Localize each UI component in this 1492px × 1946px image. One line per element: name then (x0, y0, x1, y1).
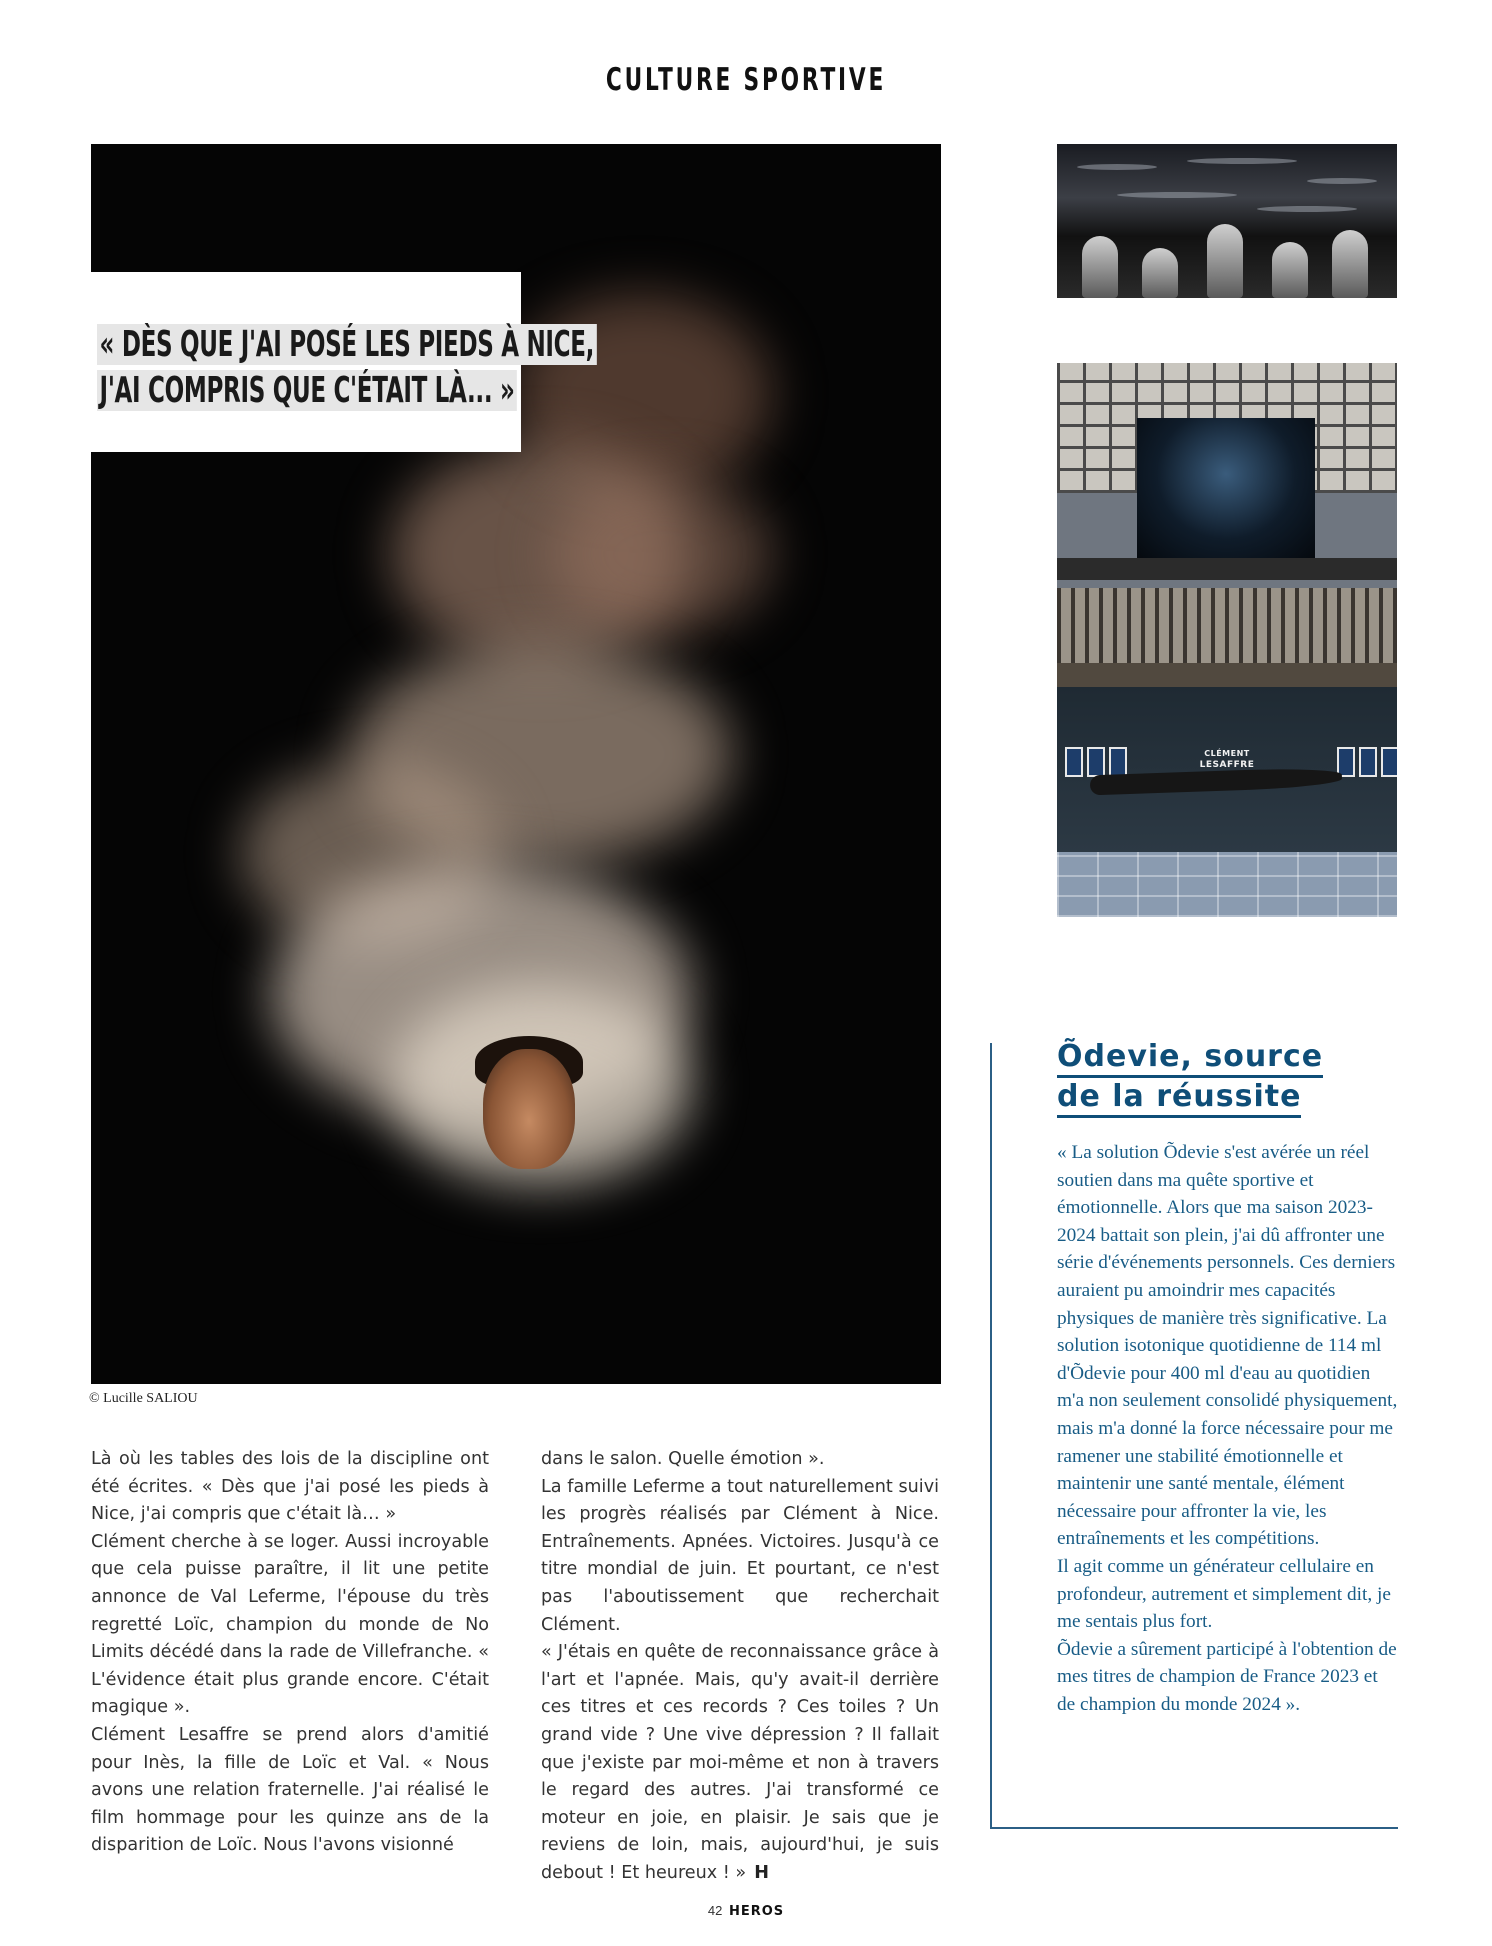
sculpture-photo (1057, 144, 1397, 298)
sidebar-title (1057, 1037, 1323, 1117)
article-paragraph: La famille Leferme a tout naturellement suivi les progrès réalisés par Clément à Nice. Entraînements. Apnées. Victoires. Jusqu'à ce titre mondial de juin. Et pourtant, ce n'est pas l'aboutissement que recherchait Clément. (541, 1476, 939, 1635)
sidebar-rule (990, 1043, 992, 1829)
magazine-logo: HEROS (728, 1904, 785, 1919)
sidebar-text (1057, 1139, 1399, 1718)
sidebar-rule-bottom (990, 1827, 1398, 1829)
diver-face (483, 1049, 575, 1169)
article-column-1 (91, 1446, 489, 1860)
pull-quote-line-1: « DÈS QUE J'AI POSÉ LES PIEDS À NICE, (97, 324, 597, 365)
article-paragraph: dans le salon. Quelle émotion ». (541, 1449, 825, 1469)
pull-quote-line-2: J'AI COMPRIS QUE C'ÉTAIT LÀ... » (97, 370, 517, 411)
section-title: CULTURE SPORTIVE (605, 62, 887, 98)
wall-name-first: CLÉMENT (1204, 749, 1250, 758)
page-number: 42 (707, 1903, 723, 1918)
pull-quote (91, 272, 595, 452)
sidebar-paragraph: Il agit comme un générateur cellulaire en profondeur, autrement et simplement dit, je me sentais plus fort. (1057, 1555, 1391, 1633)
sidebar-title-line-2: de la réussite (1057, 1079, 1301, 1118)
sidebar-paragraph: « La solution Õdevie s'est avérée un réel soutien dans ma quête sportive et émotionnelle. Alors que ma saison 2023-2024 battait son plein, j'ai dû affronter une série d'événements personnels. Ces derniers auraient pu amoindrir mes capacités physiques de manière très significative. La solution isotonique quotidienne de 114 ml d'Õdevie pour 400 ml d'eau au quotidien m'a non seulement consolidé physiquement, mais m'a donné la force nécessaire pour me ramener une stabilité émotionnelle et maintenir une santé mentale, élément nécessaire pour affronter la vie, les entraînements et les compétitions. (1057, 1142, 1398, 1550)
sidebar-paragraph: Õdevie a sûrement participé à l'obtention de mes titres de champion de France 2023 et de champion du monde 2024 ». (1057, 1638, 1397, 1715)
article-paragraph: « J'étais en quête de reconnaissance grâce à l'art et l'apnée. Mais, qu'y avait-il derrière ces titres et ces records ? Ces toiles ? Un grand vide ? Une vive dépression ? Il fallait que j'existe par moi-même et non à travers le regard des autres. J'ai transformé ce moteur en joie, en plaisir. Je sais que je reviens de loin, mais, aujourd'hui, je suis debout ! Et heureux ! » (541, 1642, 939, 1883)
article-paragraph: Clément Lesaffre se prend alors d'amitié pour Inès, la fille de Loïc et Val. « Nous avons une relation fraternelle. J'ai réalisé le film hommage pour les quinze ans de la disparition de Loïc. Nous l'avons visionné (91, 1724, 489, 1856)
article-paragraph: Clément cherche à se loger. Aussi incroyable que cela puisse paraître, il lit une petite annonce de Val Leferme, l'épouse du très regretté Loïc, champion du monde de No Limits décédé dans la rade de Villefranche. « L'évidence était plus grande encore. C'était magique ». (91, 1531, 489, 1718)
sidebar-title-line-1: Õdevie, source (1057, 1039, 1323, 1078)
wall-name-last: LESAFFRE (1199, 760, 1255, 770)
end-mark-icon: H (754, 1862, 769, 1883)
photo-credit: © Lucille SALIOU (89, 1391, 198, 1406)
article-paragraph: Là où les tables des lois de la discipline ont été écrites. « Dès que j'ai posé les pieds à Nice, j'ai compris que c'était là… » (91, 1449, 489, 1525)
article-column-2 (541, 1446, 939, 1888)
exhibition-banner (1137, 418, 1315, 558)
exhibition-photo (1057, 363, 1397, 917)
page-footer (0, 1903, 1492, 1919)
